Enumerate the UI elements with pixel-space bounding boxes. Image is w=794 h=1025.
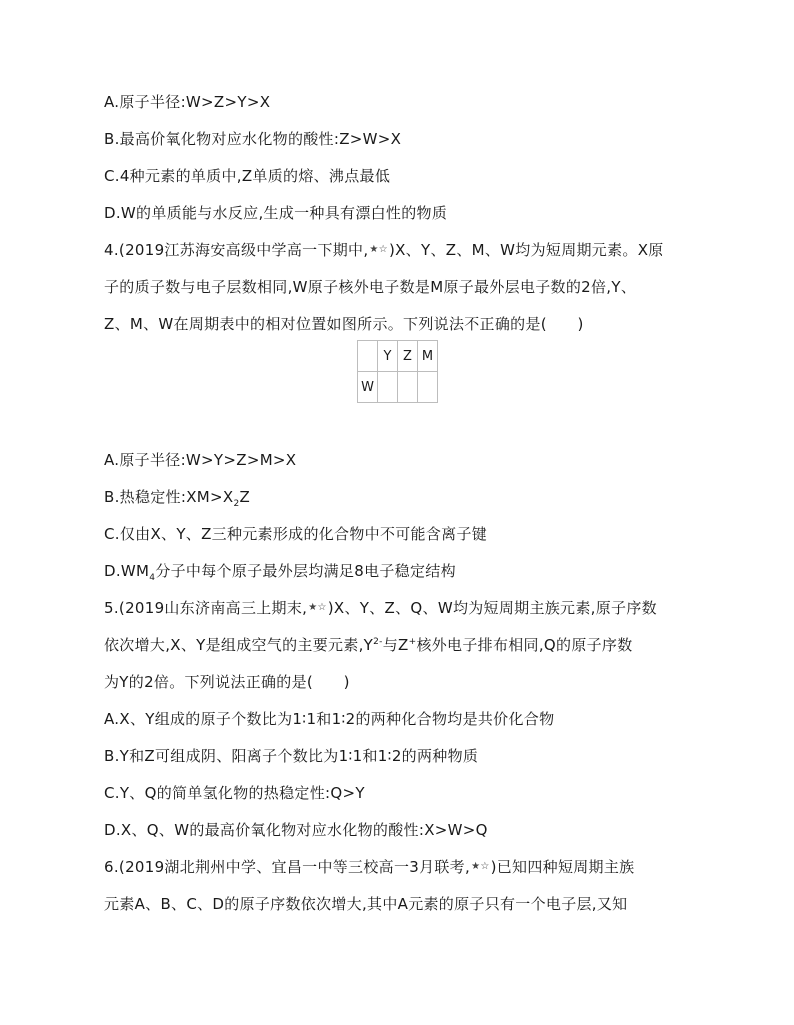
q5-option-c: C.Y、Q的简单氢化物的热稳定性:Q>Y [104, 784, 365, 802]
subscript: 2 [233, 499, 240, 509]
table-cell: M [418, 341, 438, 372]
q5-text: 依次增大,X、Y是组成空气的主要元素,Y [104, 636, 374, 654]
q6-stem-line-1 [104, 857, 634, 880]
q4-source: 4.(2019江苏海安高级中学高一下期中, [104, 241, 369, 259]
table-cell: W [358, 372, 378, 403]
q5-source: 5.(2019山东济南高三上期末, [104, 599, 308, 617]
q6-stem-line-2: 元素A、B、C、D的原子序数依次增大,其中A元素的原子只有一个电子层,又知 [104, 895, 628, 913]
q3-option-a: A.原子半径:W>Z>Y>X [104, 93, 271, 111]
difficulty-star-icon: ★☆ [369, 244, 388, 255]
q4-option-c: C.仅由X、Y、Z三种元素形成的化合物中不可能含离子键 [104, 525, 488, 543]
table-cell [378, 372, 398, 403]
q5-text: 与Z [382, 636, 409, 654]
table-cell: Y [378, 341, 398, 372]
q4-option-a: A.原子半径:W>Y>Z>M>X [104, 451, 297, 469]
q5-stem-text: )X、Y、Z、Q、W均为短周期主族元素,原子序数 [327, 599, 657, 617]
q4-option-b-text: B.热稳定性:XM>X [104, 488, 234, 506]
q4-stem-line-1 [104, 240, 664, 263]
q5-stem-line-1 [104, 598, 657, 621]
table-cell [398, 372, 418, 403]
q4-option-b [104, 487, 250, 507]
table-cell [358, 341, 378, 372]
q6-source: 6.(2019湖北荆州中学、宜昌一中等三校高一3月联考, [104, 858, 471, 876]
q4-stem-text: )X、Y、Z、M、W均为短周期元素。X原 [388, 241, 664, 259]
q4-option-d-tail: 分子中每个原子最外层均满足8电子稳定结构 [155, 562, 456, 580]
q3-option-d: D.W的单质能与水反应,生成一种具有漂白性的物质 [104, 204, 448, 222]
superscript: + [408, 637, 417, 647]
q5-option-d: D.X、Q、W的最高价氧化物对应水化物的酸性:X>W>Q [104, 821, 488, 839]
table-row [358, 341, 438, 372]
superscript: 2- [373, 637, 383, 647]
q4-option-d [104, 561, 456, 581]
difficulty-star-icon: ★☆ [308, 602, 327, 613]
q3-option-b: B.最高价氧化物对应水化物的酸性:Z>W>X [104, 130, 402, 148]
q5-option-b: B.Y和Z可组成阴、阳离子个数比为1∶1和1∶2的两种物质 [104, 747, 479, 765]
q5-text: 核外电子排布相同,Q的原子序数 [416, 636, 633, 654]
q4-stem-line-2: 子的质子数与电子层数相同,W原子核外电子数是M原子最外层电子数的2倍,Y、 [104, 278, 637, 296]
periodic-table-fragment [357, 340, 438, 403]
q4-option-b-tail: Z [239, 488, 251, 506]
table-row [358, 372, 438, 403]
q5-stem-line-2 [104, 635, 633, 655]
table-cell: Z [398, 341, 418, 372]
q5-stem-line-3: 为Y的2倍。下列说法正确的是( ) [104, 673, 350, 691]
difficulty-star-icon: ★☆ [471, 861, 490, 872]
table-cell [418, 372, 438, 403]
q6-stem-text: )已知四种短周期主族 [490, 858, 635, 876]
q5-option-a: A.X、Y组成的原子个数比为1∶1和1∶2的两种化合物均是共价化合物 [104, 710, 555, 728]
q4-stem-line-3: Z、M、W在周期表中的相对位置如图所示。下列说法不正确的是( ) [104, 315, 584, 333]
q3-option-c: C.4种元素的单质中,Z单质的熔、沸点最低 [104, 167, 391, 185]
subscript: 4 [149, 573, 156, 583]
q4-option-d-text: D.WM [104, 562, 150, 580]
